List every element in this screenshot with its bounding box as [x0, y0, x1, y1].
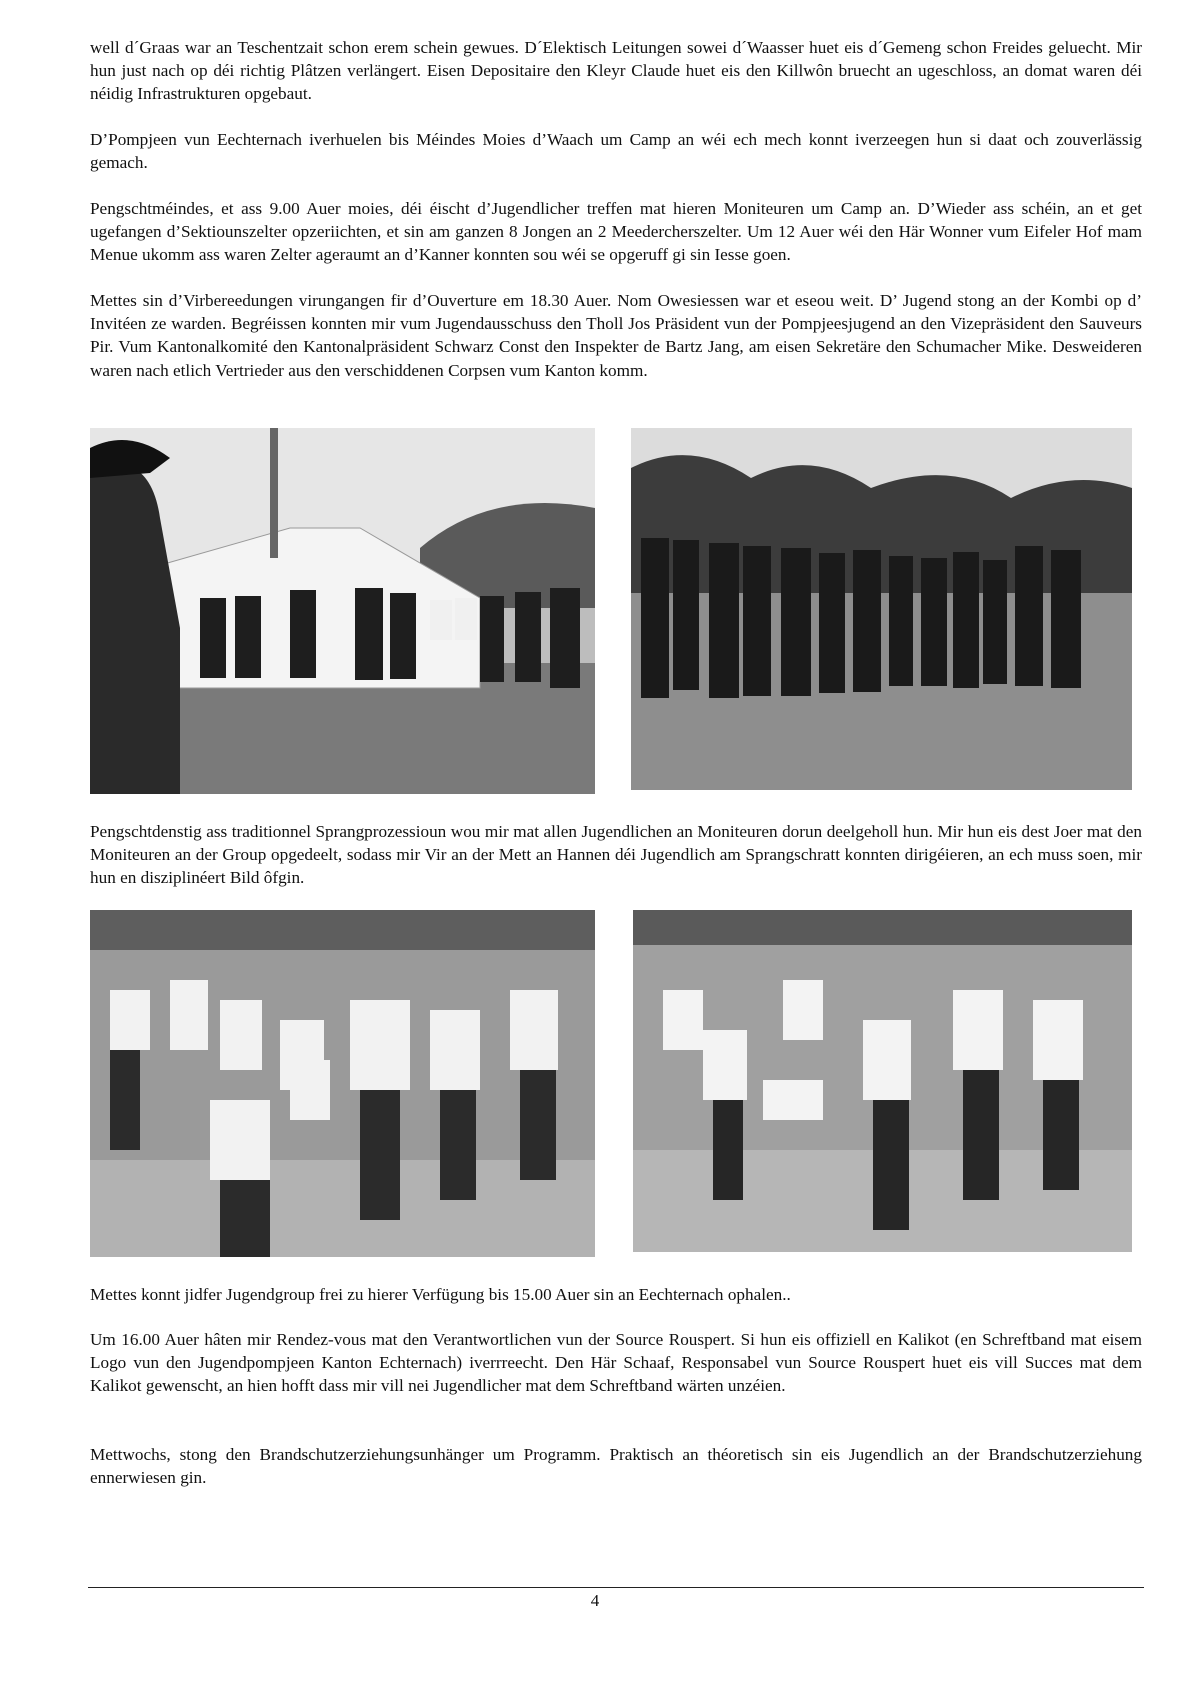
photo-procession-1: [90, 910, 595, 1257]
paragraph-4: Mettes sin d’Virbereedungen virungangen fir d’Ouverture em 18.30 Auer. Nom Owesiessen war et eseou weit. D’ Jugend stong an der Kombi op d’ Invitéen ze warden. Begréissen konnten mir vum Jugendausschuss den Tholl Jos Präsident vun der Pompjeesjugend an den Vizepräsident den Sauveurs Pir. Vum Kantonalkomité den Kantonalpräsident Schwarz Const den Inspekter de Bartz Jang, am eisen Sekretäre den Schumacher Mike. Desweideren waren nach etlich Vertrieder aus den verschiddenen Corpsen vum Kanton komm.: [90, 291, 1142, 380]
paragraph-8: Mettwochs, stong den Brandschutzerziehungsunhänger um Programm. Praktisch an théoretisch sin eis Jugendlich an der Brandschutzerziehung ennerwiesen gin.: [90, 1445, 1142, 1488]
paragraph-3: Pengschtméindes, et ass 9.00 Auer moies, déi éischt d’Jugendlicher treffen mat hieren Moniteuren um Camp an. D’Wieder ass schéin, an et get ugefangen d’Sektiounszelter opzeriichten, et sin am ganzen 8 Jongen an 2 Meedercherszelter. Um 12 Auer wéi den Här Wonner vum Eifeler Hof mam Menue ukomm ass waren Zelter ageraumt an d’Kanner konnten sou wéi se opgeruff gi sin Iesse goen.: [90, 199, 1142, 265]
photo-field-lineup: [631, 428, 1132, 790]
footer-divider: [88, 1587, 1144, 1588]
paragraph-1: well d´Graas war an Teschentzait schon erem schein gewues. D´Elektisch Leitungen sowei d´Waasser huet eis d´Gemeng schon Freides geluecht. Mir hun just nach op déi richtig Plâtzen verlängert. Eisen Depositaire den Kleyr Claude huet eis den Killwôn bruecht an ugeschloss, an domat waren déi néidig Infrastrukturen opgebaut.: [90, 38, 1142, 104]
paragraph-7: Um 16.00 Auer hâten mir Rendez-vous mat den Verantwortlichen vun der Source Rouspert. Si hun eis offiziell en Kalikot (en Schreftband mat eisem Logo vun den Jugendpompjeen Kanton Echternach) iverrreecht. Den Här Schaaf, Responsabel vun Source Rouspert huet eis vill Succes mat dem Kalikot gewenscht, an hien hofft dass mir vill nei Jugendlicher mat dem Schreftband wärten unzéien.: [90, 1330, 1142, 1396]
photo-procession-2: [633, 910, 1132, 1252]
paragraph-2: D’Pompjeen vun Eechternach iverhuelen bis Méindes Moies d’Waach um Camp an wéi ech mech konnt iverzeegen hun si daat och zouverlässig gemach.: [90, 130, 1142, 173]
photo-tent-group: [90, 428, 595, 794]
page-number: 4: [590, 1591, 600, 1610]
paragraph-6: Mettes konnt jidfer Jugendgroup frei zu hierer Verfügung bis 15.00 Auer sin an Eechternach ophalen..: [90, 1285, 791, 1304]
paragraph-5: Pengschtdenstig ass traditionnel Sprangprozessioun wou mir mat allen Jugendlichen an Moniteuren dorun deelgeholl hun. Mir hun eis dest Joer mat den Moniteuren an der Group opgedeelt, sodass mir Vir an der Mett an Hannen déi Jugendlich am Sprangschratt konnten dirigéieren, an ech muss soen, mir hun en disziplinéert Bild ôfgin.: [90, 822, 1142, 888]
